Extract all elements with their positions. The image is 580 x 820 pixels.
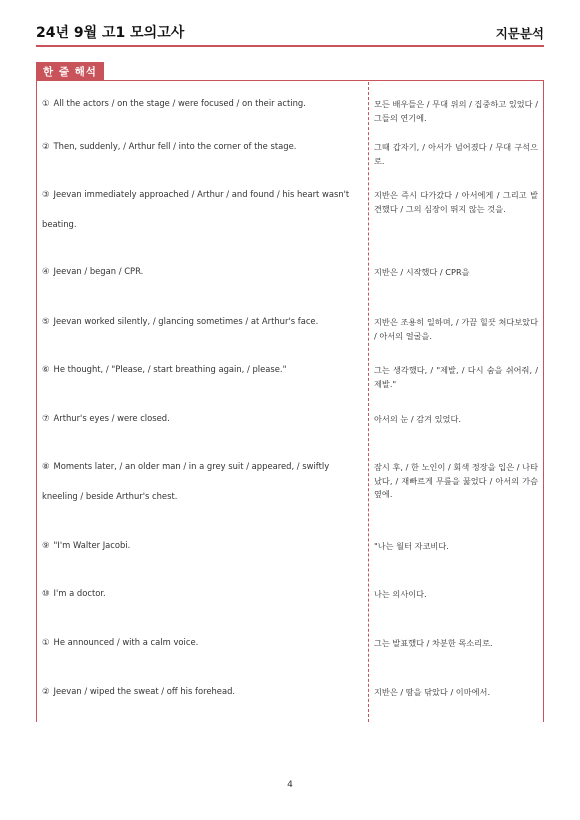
english-sentence: ⑨ "I'm Walter Jacobi. <box>42 540 131 550</box>
korean-translation: 지반은 즉시 다가갔다 / 아서에게 / 그리고 발견했다 / 그의 심장이 뛰지 않는 것을. <box>374 190 538 214</box>
sentence-number: ⑩ <box>42 588 50 598</box>
english-sentence: ⑥ He thought, / "Please, / start breathing again, / please." <box>42 364 287 374</box>
korean-translation: 아서의 눈 / 감겨 있었다. <box>374 414 461 424</box>
english-sentence: ① He announced / with a calm voice. <box>42 637 199 647</box>
korean-translation: 모든 배우들은 / 무대 위의 / 집중하고 있었다 / 그들의 연기에. <box>374 99 538 123</box>
korean-translation: 그때 갑자기, / 아서가 넘어졌다 / 무대 구석으로. <box>374 142 538 166</box>
korean-translation: "나는 월터 자코비다. <box>374 541 449 551</box>
section-tag: 한 줄 해석 <box>36 62 104 80</box>
sentence-number: ② <box>42 686 50 696</box>
header-rule <box>36 45 544 47</box>
english-sentence: ① All the actors / on the stage / were focused / on their acting. <box>42 98 306 108</box>
section-title: 지문분석 <box>495 26 544 41</box>
column-divider <box>368 82 369 722</box>
sentence-number: ① <box>42 98 50 108</box>
sentence-number: ⑤ <box>42 316 50 326</box>
sentence-number: ② <box>42 141 50 151</box>
korean-translation: 그는 생각했다, / "제발, / 다시 숨을 쉬어줘, / 제발." <box>374 365 538 389</box>
sentence-number: ⑦ <box>42 413 50 423</box>
korean-translation: 지반은 / 땀을 닦았다 / 이마에서. <box>374 687 491 697</box>
sentence-number: ⑨ <box>42 540 50 550</box>
sentence-number: ④ <box>42 266 50 276</box>
english-sentence: ⑩ I'm a doctor. <box>42 588 106 598</box>
korean-translation: 지반은 / 시작했다 / CPR을 <box>374 267 470 277</box>
korean-translation: 지반은 조용히 일하며, / 가끔 힐끗 쳐다보았다 / 아서의 얼굴을. <box>374 317 538 341</box>
english-sentence: ④ Jeevan / began / CPR. <box>42 266 144 276</box>
korean-translation: 잠시 후, / 한 노인이 / 회색 정장을 입은 / 나타났다, / 재빠르게 무릎을 꿇었다 / 아서의 가슴 옆에. <box>374 462 538 499</box>
sentence-number: ③ <box>42 189 50 199</box>
sentence-number: ⑧ <box>42 461 50 471</box>
exam-title: 24년 9월 고1 모의고사 <box>36 25 185 41</box>
english-sentence: ⑧ Moments later, / an older man / in a grey suit / appeared, / swiftly kneeling / beside Arthur's chest. <box>42 461 330 501</box>
sentence-number: ① <box>42 637 50 647</box>
sentence-number: ⑥ <box>42 364 50 374</box>
english-sentence: ② Then, suddenly, / Arthur fell / into the corner of the stage. <box>42 141 297 151</box>
page-header <box>36 20 544 42</box>
korean-translation: 나는 의사이다. <box>374 589 427 599</box>
english-sentence: ⑤ Jeevan worked silently, / glancing sometimes / at Arthur's face. <box>42 316 319 326</box>
english-sentence: ③ Jeevan immediately approached / Arthur / and found / his heart wasn't beating. <box>42 189 350 229</box>
korean-translation: 그는 발표했다 / 차분한 목소리로. <box>374 638 493 648</box>
english-sentence: ② Jeevan / wiped the sweat / off his forehead. <box>42 686 236 696</box>
translation-table <box>36 80 544 722</box>
english-sentence: ⑦ Arthur's eyes / were closed. <box>42 413 170 423</box>
page-number: 4 <box>287 780 293 790</box>
